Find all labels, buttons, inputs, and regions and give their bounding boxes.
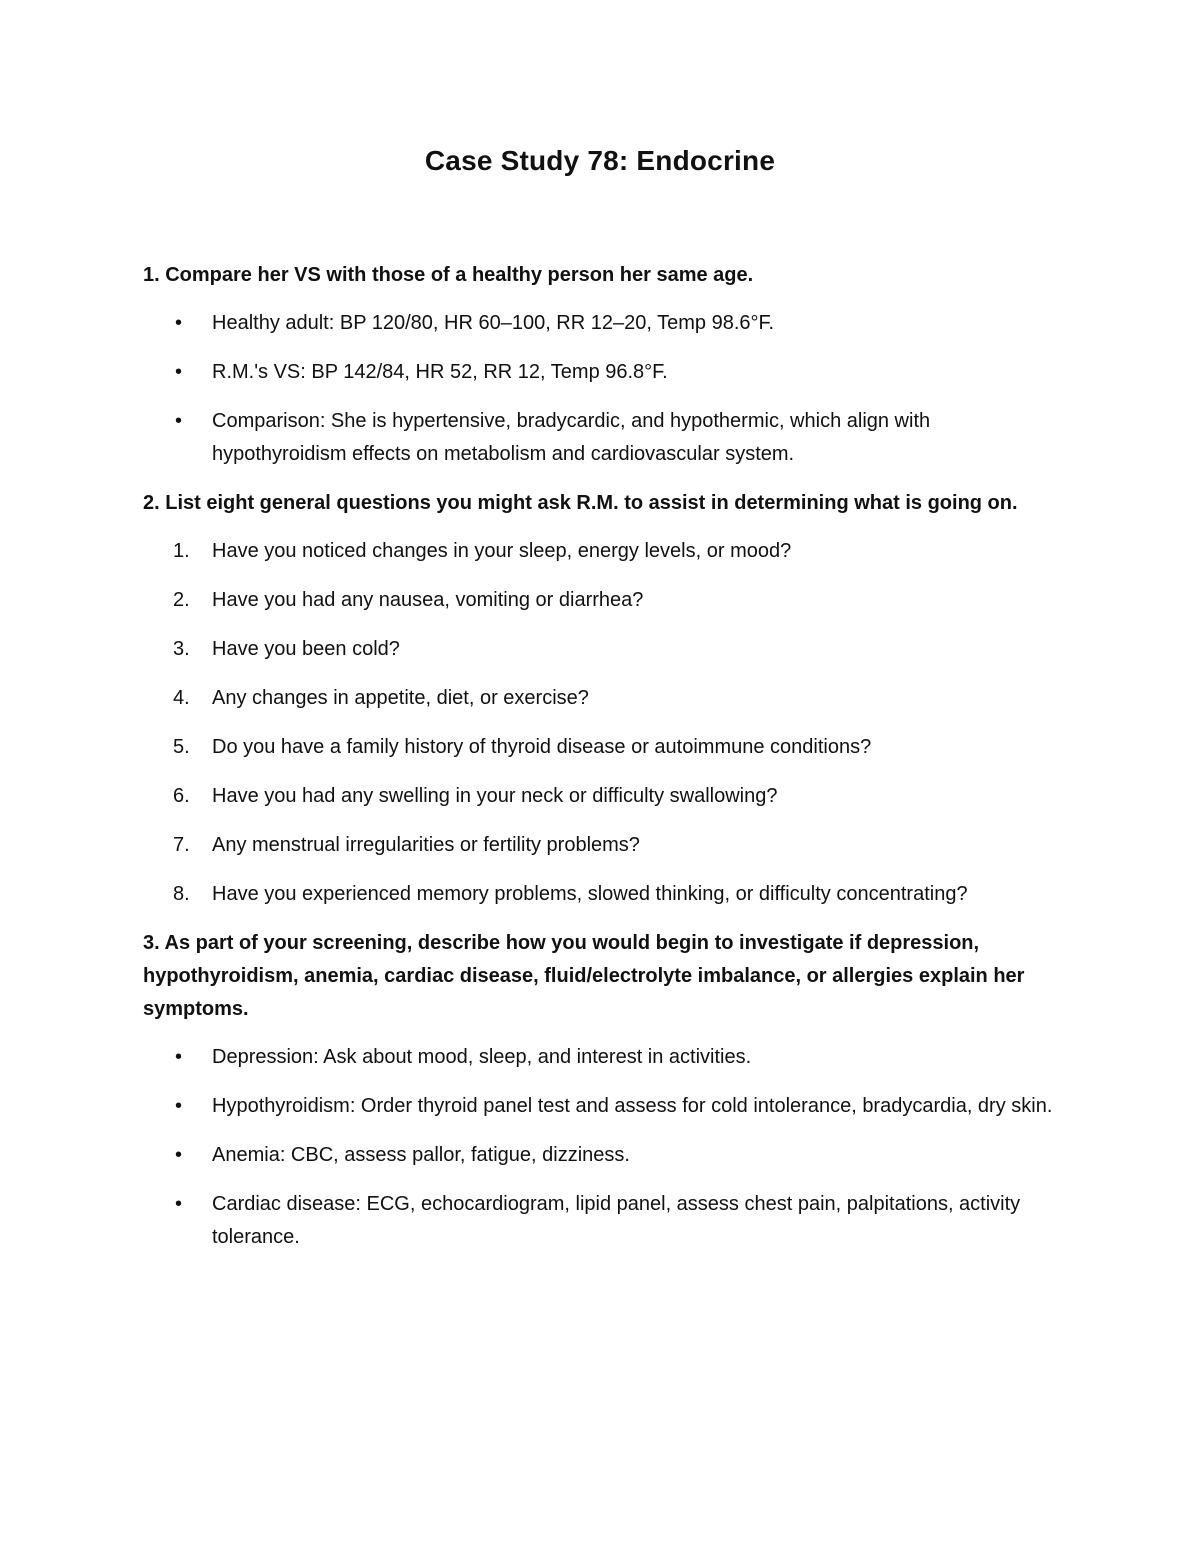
list-number: 1. bbox=[173, 540, 190, 562]
list-item bbox=[143, 780, 1063, 813]
list-item bbox=[143, 1188, 1063, 1254]
list-item-text: Any menstrual irregularities or fertility problems? bbox=[212, 834, 640, 856]
list-number: 7. bbox=[173, 834, 190, 856]
list-item bbox=[143, 1041, 1063, 1074]
bullet-icon: • bbox=[175, 410, 183, 432]
list-item-text: Do you have a family history of thyroid disease or autoimmune conditions? bbox=[212, 736, 872, 758]
list-number: 3. bbox=[173, 638, 190, 660]
list-item bbox=[143, 878, 1063, 911]
list-item-text: R.M.'s VS: BP 142/84, HR 52, RR 12, Temp 96.8°F. bbox=[212, 361, 668, 383]
list-item bbox=[143, 307, 1063, 340]
bullet-icon: • bbox=[175, 1046, 183, 1068]
list-item-text: Have you had any swelling in your neck or difficulty swallowing? bbox=[212, 785, 778, 807]
bullet-list-1 bbox=[143, 307, 1063, 471]
list-item bbox=[143, 405, 1063, 471]
bullet-list-3 bbox=[143, 1041, 1063, 1254]
list-item-text: Comparison: She is hypertensive, bradycardic, and hypothermic, which align with hypothyroidism effects on metabolism and cardiovascular system. bbox=[212, 410, 931, 465]
list-item-text: Have you been cold? bbox=[212, 638, 400, 660]
list-number: 6. bbox=[173, 785, 190, 807]
list-number: 8. bbox=[173, 883, 190, 905]
list-item bbox=[143, 356, 1063, 389]
list-number: 5. bbox=[173, 736, 190, 758]
bullet-icon: • bbox=[175, 1193, 183, 1215]
list-item bbox=[143, 584, 1063, 617]
list-item-text: Cardiac disease: ECG, echocardiogram, lipid panel, assess chest pain, palpitations, activity tolerance. bbox=[212, 1193, 1021, 1248]
list-item bbox=[143, 535, 1063, 568]
document-body bbox=[143, 259, 1063, 1270]
list-item-text: Anemia: CBC, assess pallor, fatigue, dizziness. bbox=[212, 1144, 630, 1166]
numbered-list-2 bbox=[143, 535, 1063, 911]
list-item bbox=[143, 731, 1063, 764]
list-item-text: Hypothyroidism: Order thyroid panel test and assess for cold intolerance, bradycardia, dry skin. bbox=[212, 1095, 1053, 1117]
list-item bbox=[143, 682, 1063, 715]
list-item-text: Have you had any nausea, vomiting or diarrhea? bbox=[212, 589, 644, 611]
list-item-text: Any changes in appetite, diet, or exercise? bbox=[212, 687, 589, 709]
bullet-icon: • bbox=[175, 361, 183, 383]
question-1: 1. Compare her VS with those of a healthy person her same age. bbox=[143, 264, 754, 286]
list-number: 4. bbox=[173, 687, 190, 709]
list-item-text: Have you noticed changes in your sleep, energy levels, or mood? bbox=[212, 540, 792, 562]
bullet-icon: • bbox=[175, 1095, 183, 1117]
list-item-text: Healthy adult: BP 120/80, HR 60–100, RR 12–20, Temp 98.6°F. bbox=[212, 312, 775, 334]
list-item-text: Have you experienced memory problems, slowed thinking, or difficulty concentrating? bbox=[212, 883, 968, 905]
list-item bbox=[143, 633, 1063, 666]
page-title: Case Study 78: Endocrine bbox=[424, 145, 776, 176]
bullet-icon: • bbox=[175, 1144, 183, 1166]
list-item bbox=[143, 1090, 1063, 1123]
list-item-text: Depression: Ask about mood, sleep, and interest in activities. bbox=[212, 1046, 752, 1068]
list-item bbox=[143, 829, 1063, 862]
list-number: 2. bbox=[173, 589, 190, 611]
bullet-icon: • bbox=[175, 312, 183, 334]
question-3: 3. As part of your screening, describe how you would begin to investigate if depression, hypothyroidism, anemia, cardiac disease, fluid/electrolyte imbalance, or allergies explain her symptoms. bbox=[143, 932, 1025, 1020]
list-item bbox=[143, 1139, 1063, 1172]
question-2: 2. List eight general questions you might ask R.M. to assist in determining what is going on. bbox=[143, 492, 1018, 514]
